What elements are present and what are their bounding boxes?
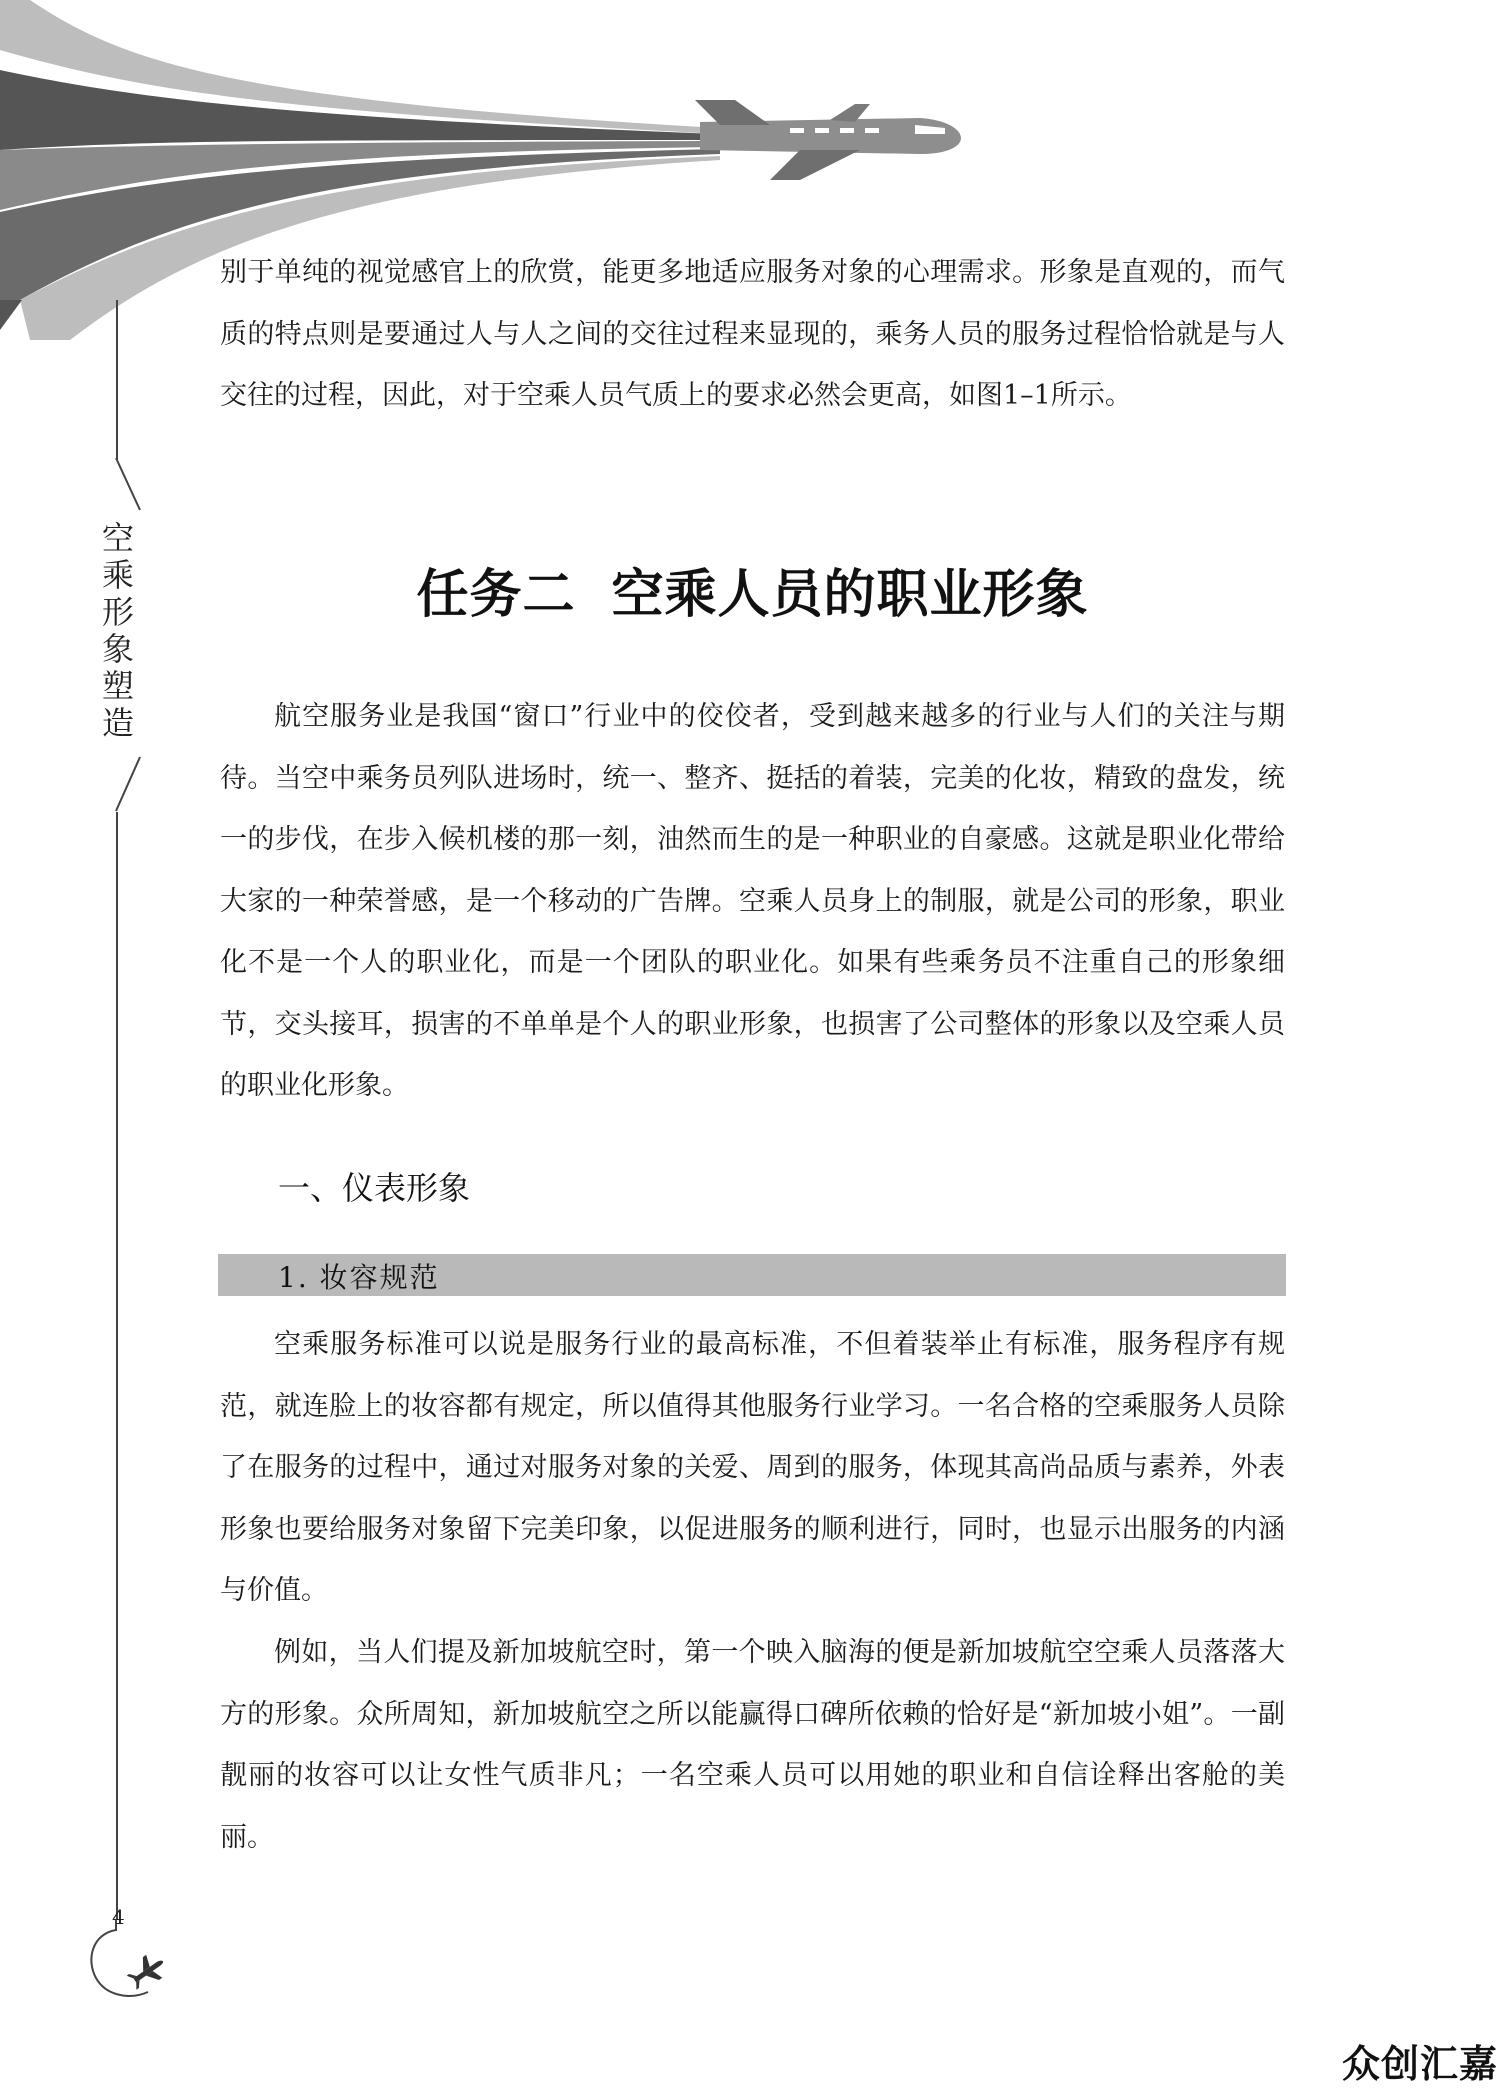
airplane-icon	[695, 100, 961, 180]
intro-paragraph: 别于单纯的视觉感官上的欣赏，能更多地适应服务对象的心理需求。形象是直观的，而气质的特点则是要通过人与人之间的交往过程来显现的，乘务人员的服务过程恰恰就是与人交往的过程，因此，对于空乘人员气质上的要求必然会更高，如图1–1所示。	[220, 257, 1285, 411]
running-title-char: 乘	[101, 556, 134, 594]
task-paragraph: 航空服务业是我国“窗口”行业中的佼佼者，受到越来越多的行业与人们的关注与期待。当空中乘务员列队进场时，统一、整齐、挺括的着装，完美的化妆，精致的盘发，统一的步伐，在步入候机楼的那一刻，油然而生的是一种职业的自豪感。这就是职业化带给大家的一种荣誉感，是一个移动的广告牌。空乘人员身上的制服，就是公司的形象，职业化不是一个人的职业化，而是一个团队的职业化。如果有些乘务员不注重自己的形象细节，交头接耳，损害的不单单是个人的职业形象，也损害了公司整体的形象以及空乘人员的职业化形象。	[220, 701, 1285, 1101]
running-title-char: 空	[101, 519, 134, 557]
running-title-char: 象	[101, 630, 134, 668]
task-number: 任务二	[416, 564, 576, 625]
running-title-char: 造	[101, 704, 134, 742]
subsection-heading: 1. 妆容规范	[278, 1261, 440, 1294]
small-airplane-icon	[123, 1949, 170, 1994]
makeup-paragraph-1: 空乘服务标准可以说是服务行业的最高标准，不但着装举止有标准，服务程序有规范，就连脸上的妆容都有规定，所以值得其他服务行业学习。一名合格的空乘服务人员除了在服务的过程中，通过对服务对象的关爱、周到的服务，体现其高尚品质与素养，外表形象也要给服务对象留下完美印象，以促进服务的顺利进行，同时，也显示出服务的内涵与价值。	[220, 1329, 1285, 1606]
running-title-char: 形	[101, 593, 134, 631]
task-title	[220, 552, 1285, 627]
margin-rule-top	[116, 300, 118, 460]
running-title	[98, 520, 138, 742]
margin-rule-slant-bottom	[114, 755, 144, 815]
watermark-logo: 众创汇嘉	[1341, 2042, 1498, 2086]
section-heading: 一、仪表形象	[278, 1169, 471, 1207]
page-number-badge	[84, 1920, 184, 2010]
margin-rule-bottom	[116, 812, 118, 1920]
page-number: 4	[112, 1905, 125, 1929]
running-title-char: 塑	[101, 667, 134, 705]
makeup-paragraph-2: 例如，当人们提及新加坡航空时，第一个映入脑海的便是新加坡航空空乘人员落落大方的形象。众所周知，新加坡航空之所以能赢得口碑所依赖的恰好是“新加坡小姐”。一副靓丽的妆容可以让女性气质非凡；一名空乘人员可以用她的职业和自信诠释出客舱的美丽。	[220, 1637, 1285, 1853]
task-title-text: 空乘人员的职业形象	[611, 564, 1089, 625]
margin-rule-slant-top	[114, 458, 144, 518]
